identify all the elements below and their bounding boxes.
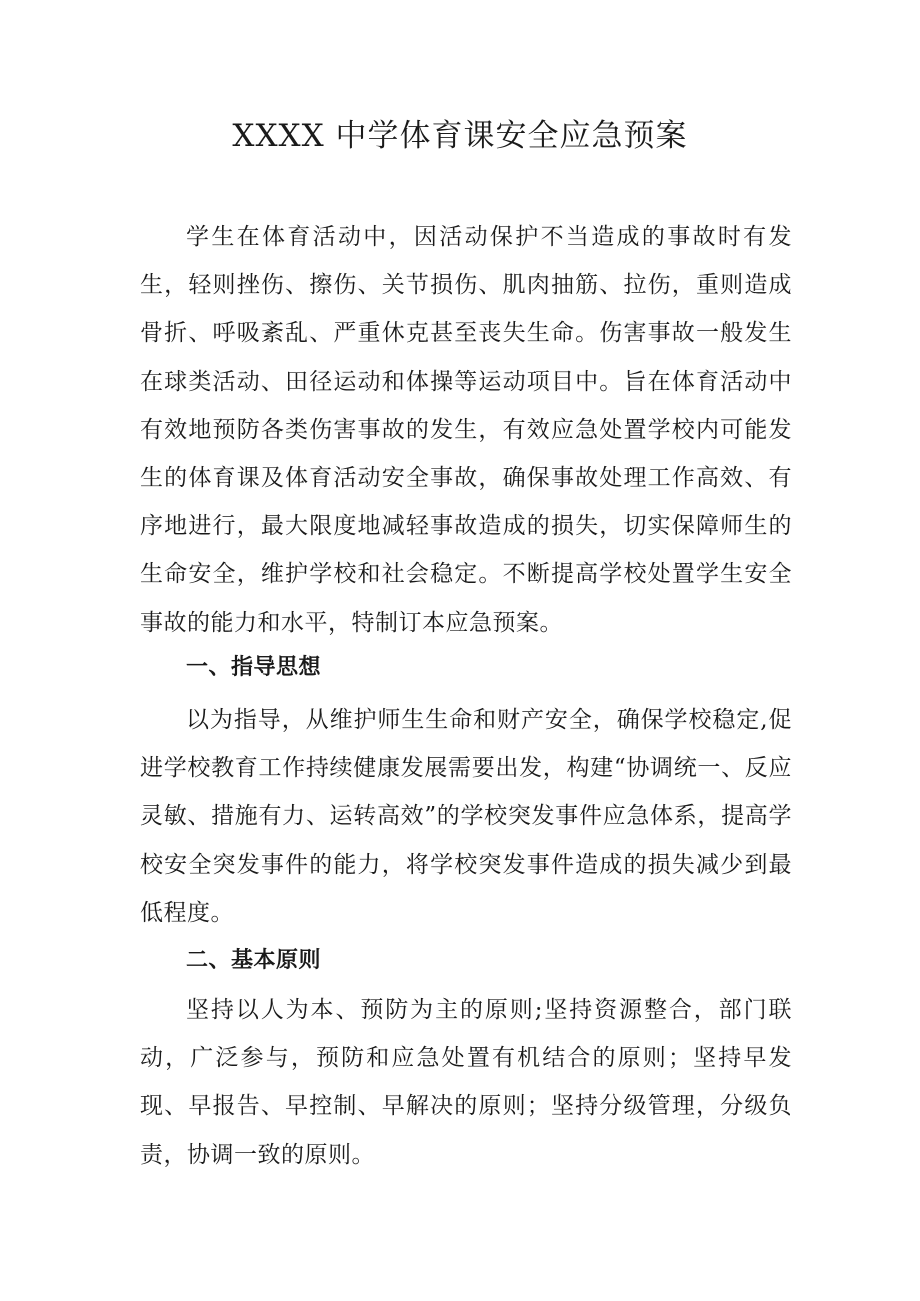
section-body-basic-principles: 坚持以人为本、预防为主的原则;坚持资源整合，部门联动，广泛参与，预防和应急处置有机结合的原则；坚持早发现、早报告、早控制、早解决的原则；坚持分级管理，分级负责，协调一致的原则。 — [140, 997, 792, 1168]
section-heading-guiding-ideology: 一、指导思想 — [186, 655, 322, 680]
section-body-guiding-ideology: 以为指导，从维护师生生命和财产安全，确保学校稳定,促进学校教育工作持续健康发展需要出发，构建“协调统一、反应灵敏、措施有力、运转高效”的学校突发事件应急体系，提高学校安全突发事件的能力，将学校突发事件造成的损失减少到最低程度。 — [140, 707, 792, 926]
section-heading-basic-principles: 二、基本原则 — [186, 948, 322, 973]
intro-paragraph: 学生在体育活动中，因活动保护不当造成的事故时有发生，轻则挫伤、擦伤、关节损伤、肌肉抽筋、拉伤，重则造成骨折、呼吸紊乱、严重休克甚至丧失生命。伤害事故一般发生在球类活动、田径运动和体操等运动项目中。旨在体育活动中有效地预防各类伤害事故的发生，有效应急处置学校内可能发生的体育课及体育活动安全事故，确保事故处理工作高效、有序地进行，最大限度地减轻事故造成的损失，切实保障师生的生命安全，维护学校和社会稳定。不断提高学校处置学生安全事故的能力和水平，特制订本应急预案。 — [140, 224, 792, 636]
document-title: XXXX 中学体育课安全应急预案 — [232, 118, 688, 154]
